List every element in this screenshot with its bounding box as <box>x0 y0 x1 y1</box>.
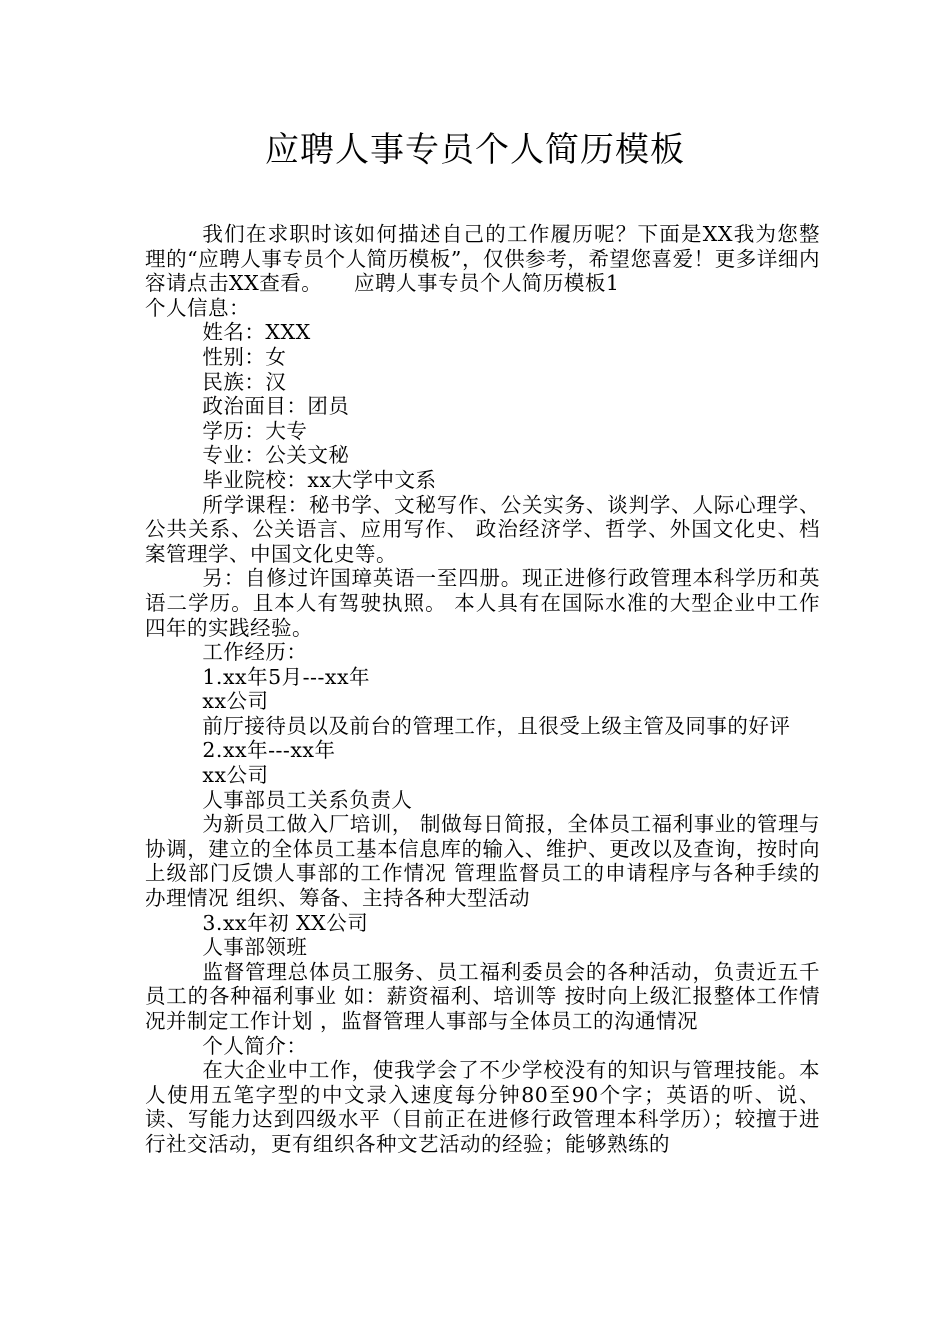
info-education: 学历：大专 <box>202 418 308 443</box>
job-1-company: xx公司 <box>202 689 269 714</box>
info-ethnicity: 民族：汉 <box>202 369 287 394</box>
info-political-status: 政治面目：团员 <box>202 394 350 419</box>
job-2-company: xx公司 <box>202 763 269 788</box>
info-name: 姓名：XXX <box>202 320 311 345</box>
section-heading-work-experience: 工作经历： <box>202 640 308 665</box>
info-additional: 另：自修过许国璋英语一至四册。现正进修行政管理本科学历和英语二学历。且本人有驾驶执照。 本人具有在国际水准的大型企业中工作四年的实践经验。 <box>145 566 820 640</box>
job-1-period: 1.xx年5月---xx年 <box>202 664 371 689</box>
info-gender: 性别：女 <box>202 344 287 369</box>
job-2-role: 人事部员工关系负责人 <box>202 787 413 812</box>
job-3-description: 监督管理总体员工服务、员工福利委员会的各种活动，负责近五千员工的各种福利事业 如：薪资福利、培训等 按时向上级汇报整体工作情况并制定工作计划 ，监督管理人事部与全体员工的沟通情况 <box>145 959 820 1033</box>
document-body <box>145 222 820 1157</box>
info-school: 毕业院校：xx大学中文系 <box>202 467 437 492</box>
document-title: 应聘人事专员个人简历模板 <box>265 130 685 170</box>
job-2-period: 2.xx年---xx年 <box>202 738 336 763</box>
job-3-period: 3.xx年初 XX公司 <box>202 910 369 935</box>
intro-paragraph: 我们在求职时该如何描述自己的工作履历呢？下面是XX我为您整理的“应聘人事专员个人简历模板”，仅供参考，希望您喜爱！更多详细内容请点击XX查看。 应聘人事专员个人简历模板1 <box>145 222 820 296</box>
job-1-description: 前厅接待员以及前台的管理工作，且很受上级主管及同事的好评 <box>202 713 791 738</box>
section-heading-profile: 个人简介： <box>202 1033 308 1058</box>
info-major: 专业：公关文秘 <box>202 443 350 468</box>
info-courses: 所学课程：秘书学、文秘写作、公关实务、谈判学、人际心理学、公共关系、公关语言、应用写作、 政治经济学、哲学、外国文化史、档案管理学、中国文化史等。 <box>145 492 820 566</box>
section-heading-personal-info: 个人信息： <box>145 295 250 320</box>
profile-paragraph: 在大企业中工作，使我学会了不少学校没有的知识与管理技能。本人使用五笔字型的中文录入速度每分钟80至90个字；英语的听、说、读、写能力达到四级水平（目前正在进修行政管理本科学历）；较擅于进行社交活动，更有组织各种文艺活动的经验；能够熟练的 <box>145 1058 820 1156</box>
job-2-description: 为新员工做入厂培训， 制做每日简报，全体员工福利事业的管理与协调，建立的全体员工基本信息库的输入、维护、更改以及查询，按时向上级部门反馈人事部的工作情况 管理监督员工的申请程序与各种手续的办理情况 组织、筹备、主持各种大型活动 <box>145 812 820 911</box>
job-3-role: 人事部领班 <box>202 935 308 960</box>
